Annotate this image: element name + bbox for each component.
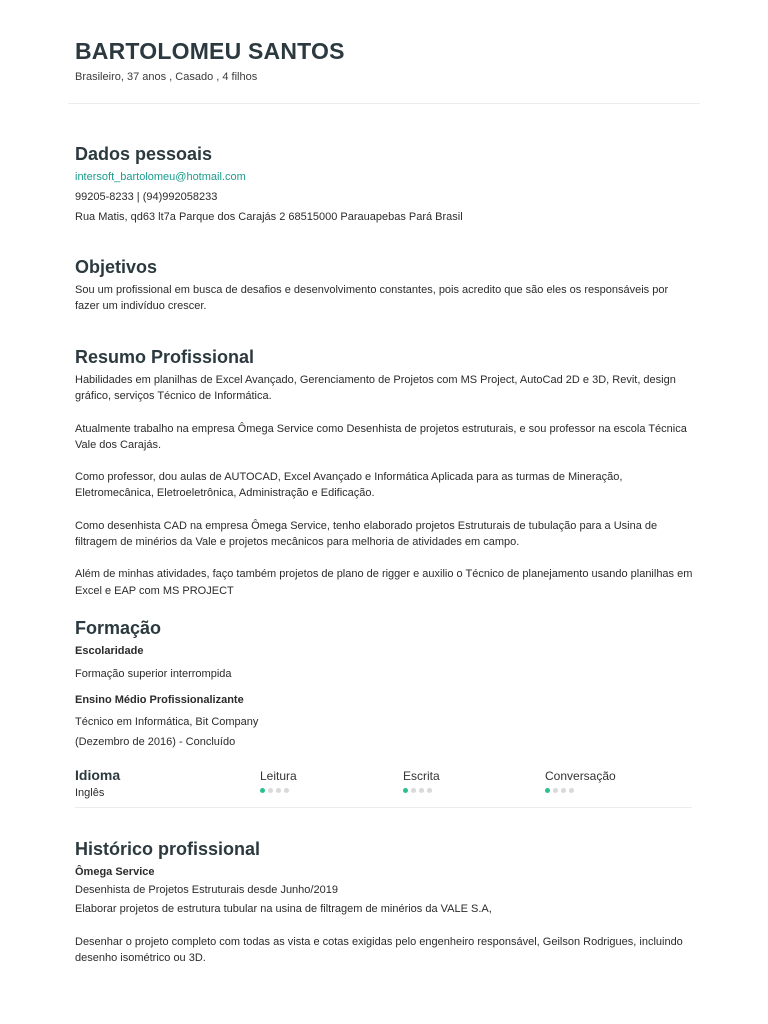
education-line: Técnico em Informática, Bit Company — [75, 716, 259, 729]
summary-section — [75, 347, 695, 615]
history-section — [75, 839, 695, 966]
language-row — [75, 767, 692, 808]
candidate-subtitle: Brasileiro, 37 anos , Casado , 4 filhos — [75, 71, 258, 83]
skill-reading — [260, 769, 297, 793]
personal-data-title: Dados pessoais — [75, 144, 213, 164]
education-line: (Dezembro de 2016) - Concluído — [75, 735, 236, 748]
summary-paragraph: Como professor, dou aulas de AUTOCAD, Excel Avançado e Informática Aplicada para as turmas de Mineração, Eletromecânica, Eletroeletrônica, Administração e Edificação. — [75, 471, 623, 500]
personal-data-section — [75, 144, 695, 225]
skill-label: Conversação — [545, 769, 616, 783]
skill-level-dots — [260, 788, 297, 793]
summary-paragraph: Além de minhas atividades, faço também projetos de plano de rigger e auxilio o Técnico de planejamento usando planilhas em Excel e EAP com MS PROJECT — [75, 568, 693, 597]
skill-writing — [403, 769, 440, 793]
education-line: Formação superior interrompida — [75, 668, 232, 680]
language-name: Inglês — [75, 787, 105, 799]
address-text: Rua Matis, qd63 lt7a Parque dos Carajás 2 68515000 Parauapebas Pará Brasil — [75, 210, 463, 223]
level-dot-empty — [284, 788, 289, 793]
summary-paragraph: Como desenhista CAD na empresa Ômega Service, tenho elaborado projetos Estruturais de tubulação para a Usina de filtragem de minérios da Vale e projetos mecânicos para melhoria de atividades em campo. — [75, 519, 658, 549]
skill-conversation — [545, 769, 616, 793]
skill-level-dots — [403, 788, 440, 793]
summary-paragraph: Atualmente trabalho na empresa Ômega Service como Desenhista de projetos estruturais, e sou professor na escola Técnica Vale dos Carajás. — [75, 422, 687, 451]
objectives-text: Sou um profissional em busca de desafios e desenvolvimento constantes, pois acredito que são eles os responsáveis por fazer um indivíduo crescer. — [75, 284, 669, 313]
level-dot-empty — [276, 788, 281, 793]
level-dot-filled — [545, 788, 550, 793]
level-dot-empty — [569, 788, 574, 793]
phone-text: 99205-8233 | (94)992058233 — [75, 191, 218, 204]
level-dot-empty — [268, 788, 273, 793]
language-title: Idioma — [75, 767, 121, 783]
history-company: Ômega Service — [75, 866, 155, 878]
level-dot-empty — [553, 788, 558, 793]
skill-label: Leitura — [260, 769, 297, 783]
skill-level-dots — [545, 788, 616, 793]
level-dot-empty — [427, 788, 432, 793]
history-description: Desenhar o projeto completo com todas as vista e cotas exigidas pelo engenheiro responsável, Geilson Rodrigues, incluindo desenho isométrico ou 3D. — [75, 935, 683, 964]
education-heading: Escolaridade — [75, 645, 144, 657]
candidate-name: BARTOLOMEU SANTOS — [75, 38, 345, 64]
summary-paragraph: Habilidades em planilhas de Excel Avançado, Gerenciamento de Projetos com MS Project, AutoCad 2D e 3D, Revit, design gráfico, serviços Técnico de Informática. — [75, 374, 676, 403]
level-dot-empty — [411, 788, 416, 793]
objectives-section — [75, 257, 695, 315]
level-dot-filled — [260, 788, 265, 793]
header-divider — [68, 103, 700, 104]
email-link[interactable]: intersoft_bartolomeu@hotmail.com — [75, 171, 246, 183]
history-title: Histórico profissional — [75, 839, 261, 859]
history-description: Elaborar projetos de estrutura tubular na usina de filtragem de minérios da VALE S.A, — [75, 903, 492, 916]
level-dot-filled — [403, 788, 408, 793]
level-dot-empty — [419, 788, 424, 793]
objectives-title: Objetivos — [75, 257, 158, 277]
education-heading: Ensino Médio Profissionalizante — [75, 694, 244, 707]
level-dot-empty — [561, 788, 566, 793]
summary-title: Resumo Profissional — [75, 347, 255, 367]
skill-label: Escrita — [403, 769, 440, 783]
education-title: Formação — [75, 618, 162, 638]
history-role: Desenhista de Projetos Estruturais desde Junho/2019 — [75, 884, 338, 896]
education-section — [75, 618, 695, 750]
